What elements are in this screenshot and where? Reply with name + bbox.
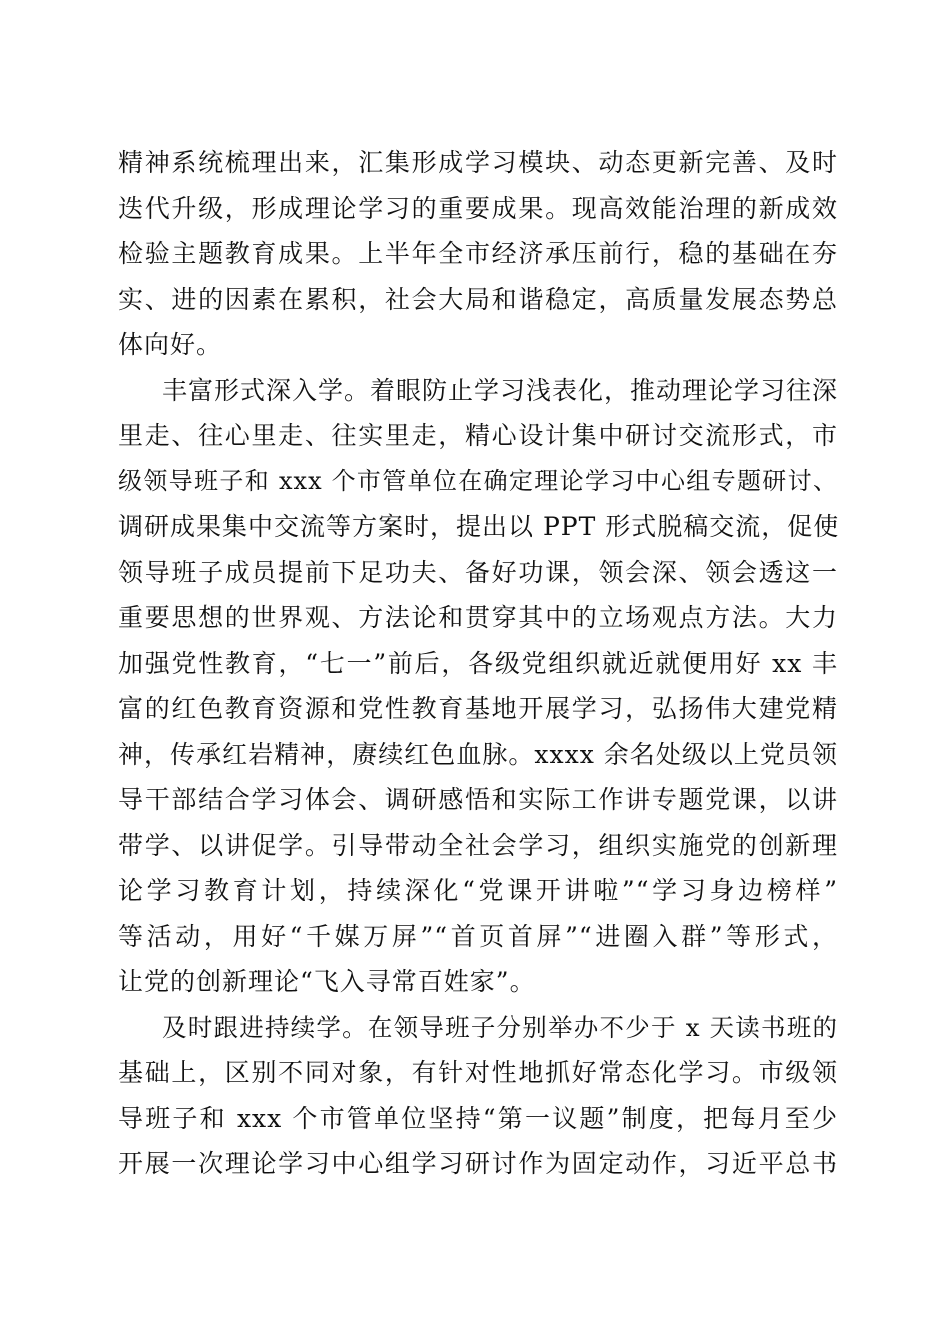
text-line: 神，传承红岩精神，赓续红色血脉。xxxx 余名处级以上党员领 [118,739,838,769]
text-line: 精神系统梳理出来，汇集形成学习模块、动态更新完善、及时 [118,148,838,177]
text-line: 让党的创新理论“飞入寻常百姓家”。 [118,967,536,996]
text-line: 迭代升级，形成理论学习的重要成果。现高效能治理的新成效 [118,193,838,223]
document-body [118,140,838,1187]
text-line: 级领导班子和 xxx 个市管单位在确定理论学习中心组专题研讨、 [118,466,838,495]
text-line: 加强党性教育，“七一”前后，各级党组织就近就便用好 xx 丰 [118,648,838,678]
text-line: 基础上，区别不同对象，有针对性地抓好常态化学习。市级领 [118,1058,838,1087]
text-line: 实、进的因素在累积，社会大局和谐稳定，高质量发展态势总 [118,284,838,314]
text-line: 导班子和 xxx 个市管单位坚持“第一议题”制度，把每月至少 [118,1103,838,1133]
text-line: 论学习教育计划，持续深化“党课开讲啦”“学习身边榜样” [118,876,838,905]
text-line: 带学、以讲促学。引导带动全社会学习，组织实施党的创新理 [118,830,838,860]
text-line: 开展一次理论学习中心组学习研讨作为固定动作，习近平总书 [118,1149,838,1178]
paragraph-first-line: 及时跟进持续学。在领导班子分别举办不少于 x 天读书班的 [162,1012,838,1042]
text-line: 等活动，用好“千媒万屏”“首页首屏”“进圈入群”等形式， [118,921,838,951]
text-line: 检验主题教育成果。上半年全市经济承压前行，稳的基础在夯 [118,239,838,268]
text-line: 重要思想的世界观、方法论和贯穿其中的立场观点方法。大力 [118,603,838,632]
text-line: 调研成果集中交流等方案时，提出以 PPT 形式脱稿交流，促使 [118,512,840,541]
text-line: 体向好。 [118,330,223,359]
text-line: 导干部结合学习体会、调研感悟和实际工作讲专题党课，以讲 [118,785,838,814]
text-line: 领导班子成员提前下足功夫、备好功课，领会深、领会透这一 [118,557,838,587]
text-line: 富的红色教育资源和党性教育基地开展学习，弘扬伟大建党精 [118,694,838,723]
text-line: 里走、往心里走、往实里走，精心设计集中研讨交流形式，市 [118,421,838,450]
paragraph-first-line: 丰富形式深入学。着眼防止学习浅表化，推动理论学习往深 [162,375,839,405]
